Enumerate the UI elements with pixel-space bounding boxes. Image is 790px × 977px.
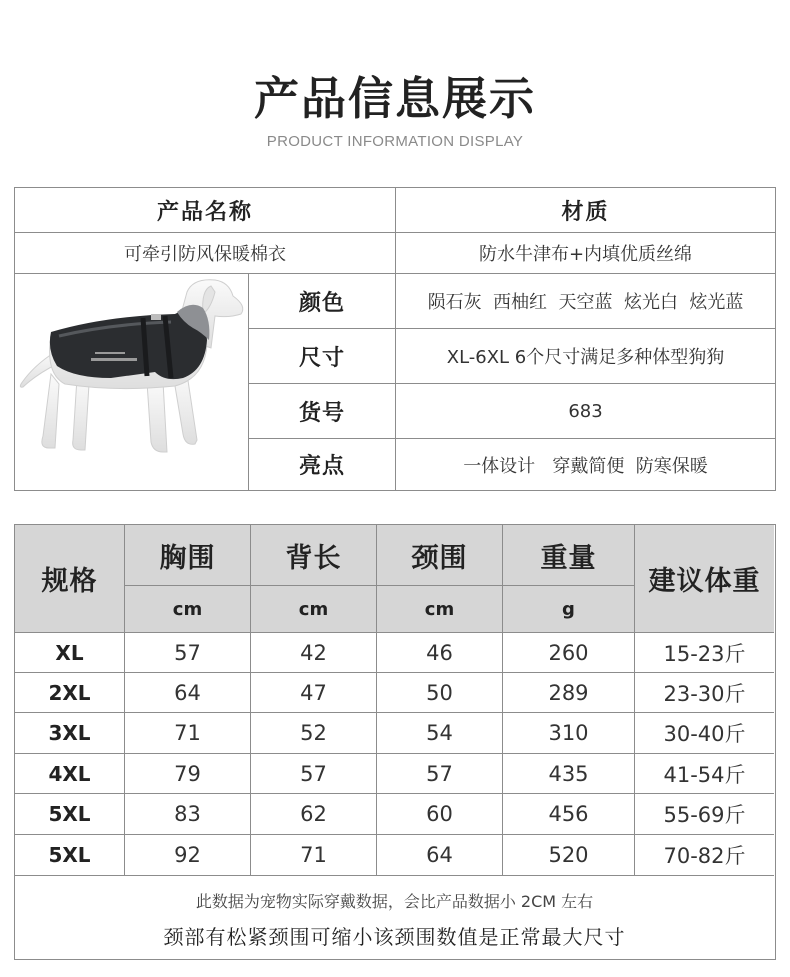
material-value: 防水牛津布+内填优质丝绵 — [478, 244, 693, 265]
back-length-unit: cm — [298, 598, 329, 620]
back-cell: 42 — [300, 640, 327, 665]
material-label: 材质 — [561, 199, 610, 225]
weight-cell: 310 — [548, 721, 589, 745]
back-cell: 47 — [300, 680, 327, 705]
neck-cell: 60 — [426, 802, 453, 826]
page-title: 产品信息展示 — [253, 72, 536, 125]
recommended-weight-cell: 55-69斤 — [663, 803, 746, 827]
dog-mannequin-icon — [15, 274, 248, 490]
weight-cell: 456 — [548, 802, 589, 826]
chest-cell: 64 — [174, 680, 201, 705]
neck-cell: 57 — [426, 761, 453, 786]
product-image — [15, 274, 248, 490]
size-value: XL-6XL 6个尺寸满足多种体型狗狗 — [446, 347, 725, 368]
size-cell: 5XL — [48, 802, 91, 826]
weight-header: 重量 — [540, 542, 597, 574]
weight-cell: 260 — [548, 640, 589, 665]
recommended-weight-cell: 70-82斤 — [663, 844, 746, 868]
recommended-weight-cell: 23-30斤 — [663, 681, 746, 706]
weight-cell: 289 — [548, 680, 589, 705]
neck-cell: 54 — [426, 721, 453, 745]
size-cell: XL — [55, 640, 84, 665]
weight-unit: g — [562, 598, 575, 620]
size-cell: 3XL — [48, 721, 91, 745]
chest-header: 胸围 — [159, 542, 216, 574]
page-subtitle: PRODUCT INFORMATION DISPLAY — [266, 133, 524, 150]
spec-header: 规格 — [41, 566, 98, 597]
chest-unit: cm — [172, 598, 203, 620]
neck-elastic-note: 颈部有松紧颈围可缩小该颈围数值是正常最大尺寸 — [163, 924, 626, 949]
neck-header: 颈围 — [411, 542, 468, 574]
back-cell: 62 — [300, 802, 327, 826]
size-cell: 5XL — [48, 843, 91, 867]
highlight-value: 一体设计 穿戴简便 防寒保暖 — [463, 455, 708, 477]
recommended-weight-cell: 15-23斤 — [663, 641, 746, 666]
color-value: 陨石灰 西柚红 天空蓝 炫光白 炫光蓝 — [427, 292, 744, 313]
back-cell: 52 — [300, 721, 327, 745]
recommended-weight-cell: 41-54斤 — [663, 762, 746, 787]
weight-cell: 435 — [548, 761, 589, 786]
color-label: 颜色 — [298, 290, 345, 316]
back-length-header: 背长 — [285, 542, 342, 574]
recommended-weight-header: 建议体重 — [648, 566, 761, 597]
chest-cell: 83 — [174, 802, 201, 826]
sku-value: 683 — [568, 400, 603, 422]
chest-cell: 71 — [174, 721, 201, 745]
size-cell: 2XL — [48, 680, 91, 705]
chest-cell: 57 — [174, 640, 201, 665]
neck-cell: 46 — [426, 640, 453, 665]
back-cell: 71 — [300, 843, 327, 867]
product-name-label: 产品名称 — [156, 199, 253, 225]
product-info-table — [14, 187, 776, 491]
weight-cell: 520 — [548, 843, 589, 867]
neck-cell: 64 — [426, 843, 453, 867]
chest-cell: 79 — [174, 761, 201, 786]
size-cell: 4XL — [48, 761, 91, 786]
recommended-weight-cell: 30-40斤 — [663, 722, 746, 746]
neck-unit: cm — [424, 598, 455, 620]
sku-label: 货号 — [298, 400, 345, 426]
product-name-value: 可牵引防风保暖棉衣 — [124, 244, 286, 265]
size-label: 尺寸 — [298, 345, 345, 371]
highlight-label: 亮点 — [298, 454, 345, 479]
chest-cell: 92 — [174, 843, 201, 867]
neck-cell: 50 — [426, 680, 453, 705]
size-chart-table — [14, 524, 776, 960]
back-cell: 57 — [300, 761, 327, 786]
measurement-note: 此数据为宠物实际穿戴数据，会比产品数据小 2CM 左右 — [195, 891, 594, 911]
